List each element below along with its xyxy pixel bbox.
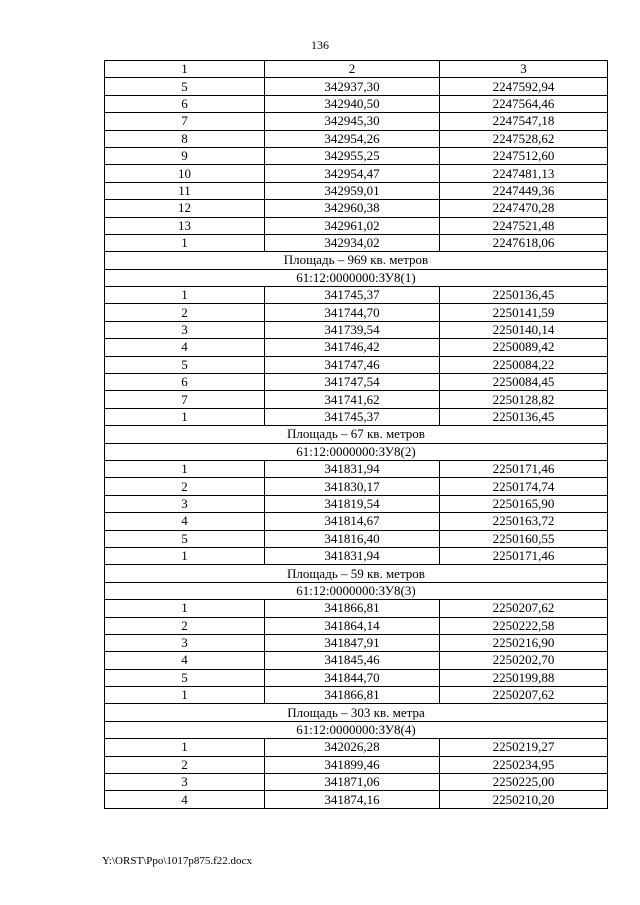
point-number-cell: 5 — [105, 669, 265, 686]
y-coordinate-cell: 2247481,13 — [440, 165, 608, 182]
table-row — [105, 774, 608, 791]
x-coordinate-cell: 342026,28 — [265, 739, 440, 756]
y-coordinate-cell: 2250234,95 — [440, 756, 608, 773]
table-row — [105, 287, 608, 304]
point-number-cell: 7 — [105, 113, 265, 130]
point-number-cell: 7 — [105, 391, 265, 408]
point-number-cell: 4 — [105, 513, 265, 530]
table-row — [105, 687, 608, 704]
point-number-cell: 2 — [105, 756, 265, 773]
table-body — [105, 61, 608, 809]
table-header-row — [105, 61, 608, 78]
x-coordinate-cell: 341745,37 — [265, 287, 440, 304]
x-coordinate-cell: 341739,54 — [265, 321, 440, 338]
point-number-cell: 6 — [105, 95, 265, 112]
section-label: Площадь – 303 кв. метра — [105, 704, 608, 721]
y-coordinate-cell: 2250216,90 — [440, 634, 608, 651]
point-number-cell: 3 — [105, 774, 265, 791]
x-coordinate-cell: 342961,02 — [265, 217, 440, 234]
x-coordinate-cell: 342954,47 — [265, 165, 440, 182]
point-number-cell: 4 — [105, 652, 265, 669]
point-number-cell: 1 — [105, 287, 265, 304]
table-row — [105, 304, 608, 321]
table-section-row — [105, 721, 608, 738]
x-coordinate-cell: 341871,06 — [265, 774, 440, 791]
x-coordinate-cell: 341747,46 — [265, 356, 440, 373]
table-row — [105, 113, 608, 130]
table-row — [105, 791, 608, 808]
point-number-cell: 10 — [105, 165, 265, 182]
y-coordinate-cell: 2250163,72 — [440, 513, 608, 530]
table-section-row — [105, 426, 608, 443]
table-section-row — [105, 252, 608, 269]
table-row — [105, 165, 608, 182]
y-coordinate-cell: 2250084,22 — [440, 356, 608, 373]
y-coordinate-cell: 2250202,70 — [440, 652, 608, 669]
y-coordinate-cell: 2247618,06 — [440, 234, 608, 251]
page-number: 136 — [311, 38, 329, 52]
y-coordinate-cell: 2250136,45 — [440, 287, 608, 304]
y-coordinate-cell: 2247512,60 — [440, 147, 608, 164]
y-coordinate-cell: 2247564,46 — [440, 95, 608, 112]
table-row — [105, 756, 608, 773]
table-row — [105, 321, 608, 338]
x-coordinate-cell: 341866,81 — [265, 687, 440, 704]
point-number-cell: 4 — [105, 791, 265, 808]
y-coordinate-cell: 2247449,36 — [440, 182, 608, 199]
point-number-cell: 1 — [105, 408, 265, 425]
section-label: 61:12:0000000:ЗУ8(4) — [105, 721, 608, 738]
point-number-cell: 5 — [105, 78, 265, 95]
point-number-cell: 2 — [105, 617, 265, 634]
header-cell-y: 3 — [440, 61, 608, 78]
x-coordinate-cell: 342934,02 — [265, 234, 440, 251]
x-coordinate-cell: 341816,40 — [265, 530, 440, 547]
x-coordinate-cell: 342955,25 — [265, 147, 440, 164]
point-number-cell: 3 — [105, 495, 265, 512]
y-coordinate-cell: 2250174,74 — [440, 478, 608, 495]
point-number-cell: 9 — [105, 147, 265, 164]
table-row — [105, 182, 608, 199]
file-path-footer: Y:\ORST\Ppo\1017p875.f22.docx — [102, 855, 252, 867]
section-label: Площадь – 969 кв. метров — [105, 252, 608, 269]
x-coordinate-cell: 341747,54 — [265, 374, 440, 391]
table-row — [105, 200, 608, 217]
table-row — [105, 478, 608, 495]
table-row — [105, 634, 608, 651]
table-row — [105, 130, 608, 147]
table-row — [105, 356, 608, 373]
x-coordinate-cell: 342945,30 — [265, 113, 440, 130]
table-row — [105, 513, 608, 530]
x-coordinate-cell: 341831,94 — [265, 460, 440, 477]
x-coordinate-cell: 341831,94 — [265, 547, 440, 564]
point-number-cell: 12 — [105, 200, 265, 217]
x-coordinate-cell: 341744,70 — [265, 304, 440, 321]
table-row — [105, 547, 608, 564]
x-coordinate-cell: 342959,01 — [265, 182, 440, 199]
point-number-cell: 1 — [105, 600, 265, 617]
point-number-cell: 5 — [105, 530, 265, 547]
y-coordinate-cell: 2250128,82 — [440, 391, 608, 408]
table-section-row — [105, 443, 608, 460]
table-row — [105, 669, 608, 686]
section-label: Площадь – 67 кв. метров — [105, 426, 608, 443]
header-cell-x: 2 — [265, 61, 440, 78]
y-coordinate-cell: 2250171,46 — [440, 460, 608, 477]
table-section-row — [105, 269, 608, 286]
y-coordinate-cell: 2250141,59 — [440, 304, 608, 321]
y-coordinate-cell: 2250171,46 — [440, 547, 608, 564]
point-number-cell: 4 — [105, 339, 265, 356]
x-coordinate-cell: 342960,38 — [265, 200, 440, 217]
y-coordinate-cell: 2247547,18 — [440, 113, 608, 130]
point-number-cell: 11 — [105, 182, 265, 199]
y-coordinate-cell: 2250207,62 — [440, 687, 608, 704]
y-coordinate-cell: 2250160,55 — [440, 530, 608, 547]
x-coordinate-cell: 341874,16 — [265, 791, 440, 808]
section-label: 61:12:0000000:ЗУ8(2) — [105, 443, 608, 460]
point-number-cell: 1 — [105, 739, 265, 756]
point-number-cell: 3 — [105, 321, 265, 338]
point-number-cell: 1 — [105, 547, 265, 564]
x-coordinate-cell: 342954,26 — [265, 130, 440, 147]
x-coordinate-cell: 342937,30 — [265, 78, 440, 95]
coordinates-table — [104, 60, 608, 809]
point-number-cell: 6 — [105, 374, 265, 391]
y-coordinate-cell: 2247528,62 — [440, 130, 608, 147]
x-coordinate-cell: 341830,17 — [265, 478, 440, 495]
table-row — [105, 530, 608, 547]
table-row — [105, 391, 608, 408]
header-cell-point: 1 — [105, 61, 265, 78]
table-section-row — [105, 565, 608, 582]
y-coordinate-cell: 2250219,27 — [440, 739, 608, 756]
table-row — [105, 652, 608, 669]
x-coordinate-cell: 341745,37 — [265, 408, 440, 425]
point-number-cell: 2 — [105, 304, 265, 321]
table-row — [105, 147, 608, 164]
table-row — [105, 234, 608, 251]
point-number-cell: 5 — [105, 356, 265, 373]
point-number-cell: 3 — [105, 634, 265, 651]
x-coordinate-cell: 341866,81 — [265, 600, 440, 617]
point-number-cell: 1 — [105, 460, 265, 477]
table-row — [105, 739, 608, 756]
y-coordinate-cell: 2247470,28 — [440, 200, 608, 217]
y-coordinate-cell: 2247521,48 — [440, 217, 608, 234]
x-coordinate-cell: 341741,62 — [265, 391, 440, 408]
y-coordinate-cell: 2250207,62 — [440, 600, 608, 617]
section-label: 61:12:0000000:ЗУ8(3) — [105, 582, 608, 599]
x-coordinate-cell: 341845,46 — [265, 652, 440, 669]
x-coordinate-cell: 342940,50 — [265, 95, 440, 112]
section-label: 61:12:0000000:ЗУ8(1) — [105, 269, 608, 286]
table-row — [105, 408, 608, 425]
section-label: Площадь – 59 кв. метров — [105, 565, 608, 582]
table-row — [105, 95, 608, 112]
table-row — [105, 374, 608, 391]
table-row — [105, 600, 608, 617]
table-row — [105, 617, 608, 634]
y-coordinate-cell: 2250199,88 — [440, 669, 608, 686]
x-coordinate-cell: 341844,70 — [265, 669, 440, 686]
y-coordinate-cell: 2250222,58 — [440, 617, 608, 634]
table-row — [105, 495, 608, 512]
table-section-row — [105, 704, 608, 721]
table-row — [105, 339, 608, 356]
x-coordinate-cell: 341814,67 — [265, 513, 440, 530]
table-row — [105, 460, 608, 477]
y-coordinate-cell: 2247592,94 — [440, 78, 608, 95]
point-number-cell: 13 — [105, 217, 265, 234]
x-coordinate-cell: 341899,46 — [265, 756, 440, 773]
table-row — [105, 78, 608, 95]
table-row — [105, 217, 608, 234]
y-coordinate-cell: 2250140,14 — [440, 321, 608, 338]
point-number-cell: 1 — [105, 687, 265, 704]
x-coordinate-cell: 341847,91 — [265, 634, 440, 651]
y-coordinate-cell: 2250136,45 — [440, 408, 608, 425]
table-section-row — [105, 582, 608, 599]
x-coordinate-cell: 341746,42 — [265, 339, 440, 356]
point-number-cell: 8 — [105, 130, 265, 147]
point-number-cell: 1 — [105, 234, 265, 251]
y-coordinate-cell: 2250225,00 — [440, 774, 608, 791]
y-coordinate-cell: 2250165,90 — [440, 495, 608, 512]
y-coordinate-cell: 2250210,20 — [440, 791, 608, 808]
y-coordinate-cell: 2250089,42 — [440, 339, 608, 356]
y-coordinate-cell: 2250084,45 — [440, 374, 608, 391]
point-number-cell: 2 — [105, 478, 265, 495]
x-coordinate-cell: 341864,14 — [265, 617, 440, 634]
x-coordinate-cell: 341819,54 — [265, 495, 440, 512]
